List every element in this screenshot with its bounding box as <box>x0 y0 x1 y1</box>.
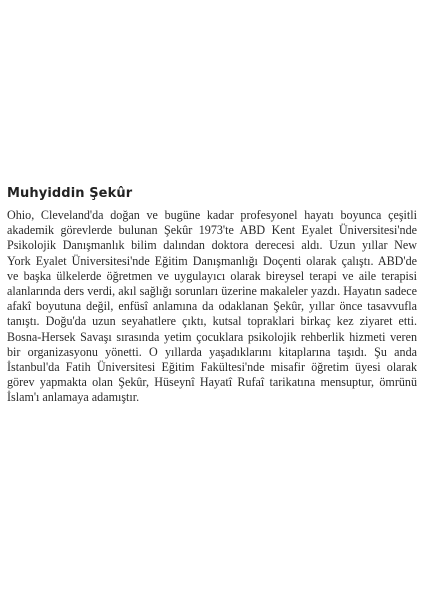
biography-line: Psikolojik Danışmanlık bilim dalından doktora derecesi aldı. Uzun yıllar New <box>7 238 417 253</box>
author-biography-text <box>7 208 417 406</box>
author-bio-section <box>7 186 417 406</box>
biography-line: İslam'ı anlamaya adamıştır. <box>7 390 140 405</box>
biography-line: bir organizasyonu yönetti. O yıllarda yaşadıklarını kitaplarına taşıdı. Şu anda <box>7 344 417 359</box>
biography-line: İstanbul'da Fatih Üniversitesi Eğitim Fakültesi'nde misafir öğretim üyesi olarak <box>7 360 417 375</box>
biography-line: görev yapmakta olan Şekûr, Hüseynî Hayatî Rufaî tarikatına mensuptur, ömrünü <box>7 375 417 390</box>
biography-line: ve başka ülkelerde öğretmen ve uygulayıcı olarak bireysel terapi ve aile terapisi <box>7 268 417 283</box>
biography-line: York Eyalet Üniversitesi'nde Eğitim Danışmanlığı Doçenti olarak çalıştı. ABD'de <box>7 253 417 268</box>
biography-line: tanıştı. Doğu'da uzun seyahatlere çıktı, kutsal topraklari birkaç kez ziyaret etti. <box>7 314 417 329</box>
biography-line: Ohio, Cleveland'da doğan ve bugüne kadar profesyonel hayatı boyunca çeşitli <box>7 208 417 222</box>
author-name-heading: Muhyiddin Şekûr <box>7 186 133 201</box>
biography-line: afakî boyutuna değil, enfüsî anlamına da odaklanan Şekûr, yıllar önce tasavvufla <box>7 299 417 314</box>
biography-line: akademik görevlerde bulunan Şekûr 1973'te ABD Kent Eyalet Üniversitesi'nde <box>7 223 417 238</box>
biography-line: alanlarında ders verdi, akıl sağlığı sorunları üzerine makaleler yazdı. Hayatın sadece <box>7 284 417 299</box>
biography-line: Bosna-Hersek Savaşı sırasında yetim çocuklara psikolojik rehberlik hizmeti veren <box>7 329 417 344</box>
